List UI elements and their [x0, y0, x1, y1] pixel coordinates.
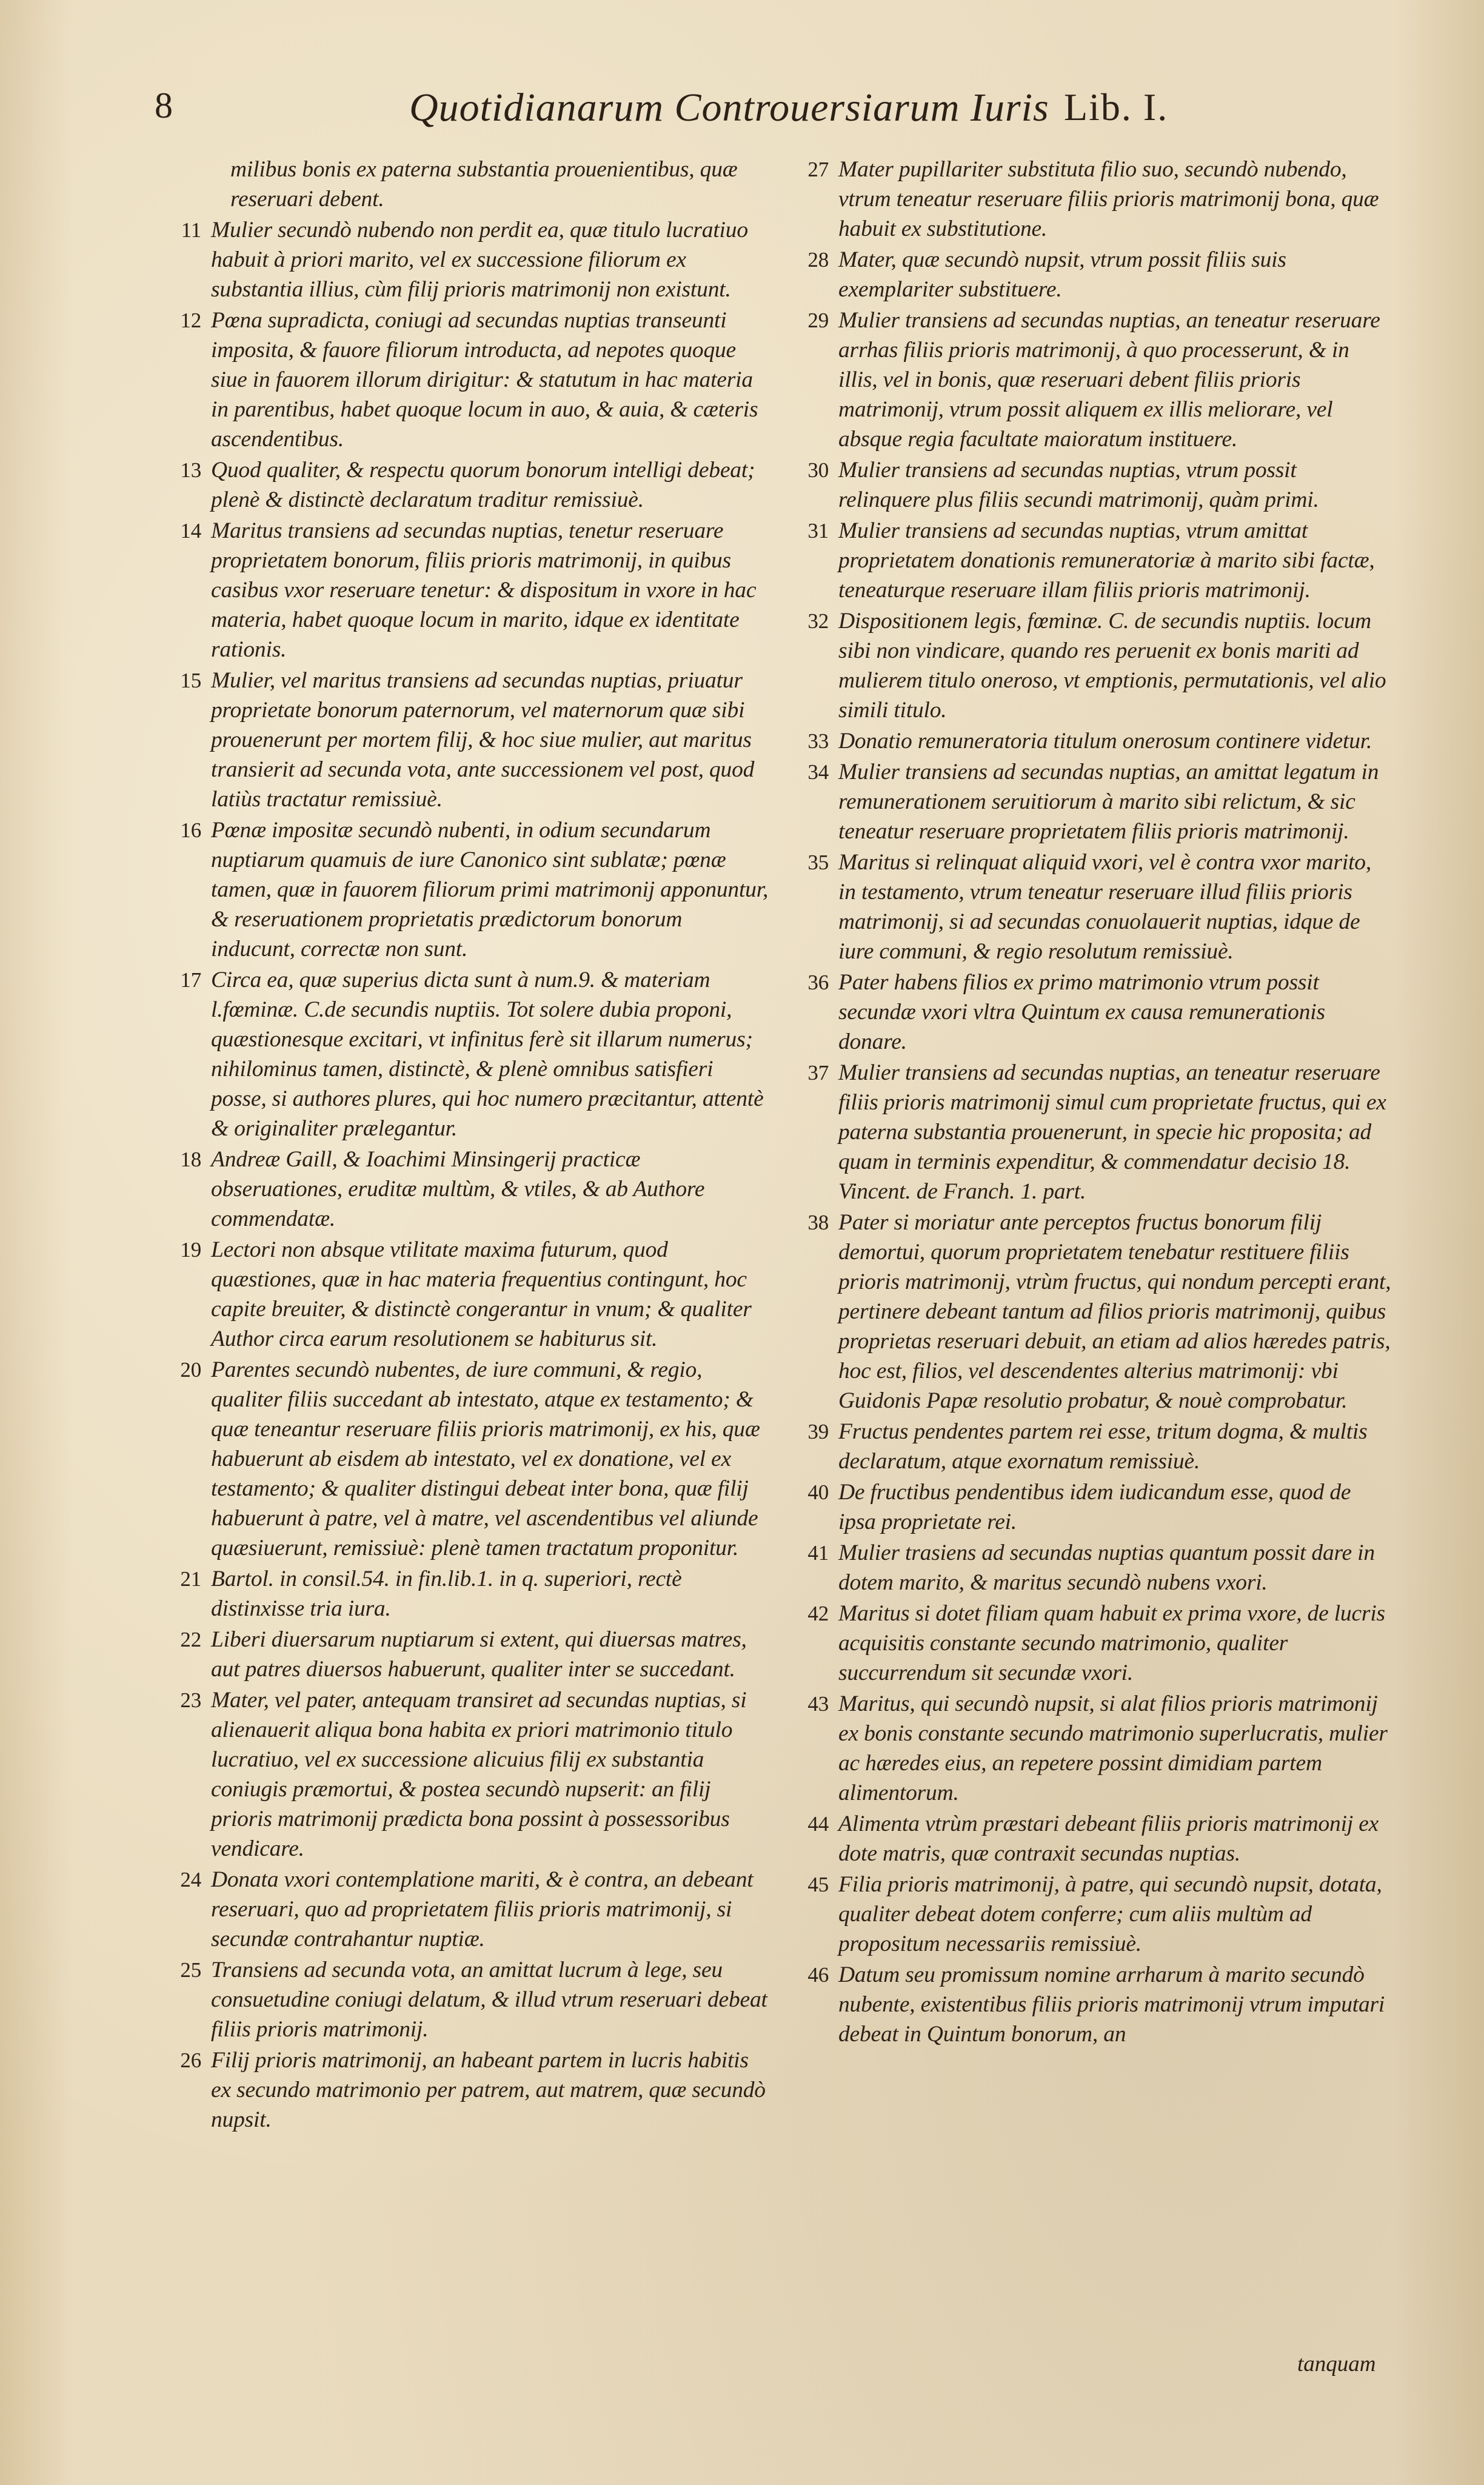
entry-number: 45 [807, 1873, 829, 1896]
summary-entry [164, 1955, 770, 2044]
entry-number: 29 [807, 309, 829, 332]
summary-entry [791, 757, 1391, 846]
summary-entry [164, 1145, 770, 1234]
summary-entry [164, 666, 770, 814]
entry-text: Pater si moriatur ante perceptos fructus bonorum filij demortui, quorum proprietatem tenebatur restituere filiis prioris matrimonij, vtrùm fructus, qui nondum percepti erant, pertinere debeant tantum ad filios prioris matrimonij, quibus proprietas reseruari debuit, an etiam ad alios hæredes patris, hoc est, filios, vel descendentes alterius matrimonij: vbi Guidonis Papæ resolutio probatur, & nouè comprobatur. [838, 1210, 1391, 1413]
entry-number: 41 [807, 1541, 829, 1565]
entry-number: 14 [180, 519, 201, 543]
entry-number: 17 [180, 968, 201, 992]
left-column [164, 155, 770, 2136]
entry-text: Datum seu promissum nomine arrharum à marito secundò nubente, existentibus filiis prioris matrimonij vtrum imputari debeat in Quintum bonorum, an [838, 1962, 1385, 2047]
entry-number: 38 [807, 1211, 829, 1234]
summary-entry [791, 1870, 1391, 1959]
entry-text: Donatio remuneratoria titulum onerosum continere videtur. [838, 729, 1372, 754]
entry-text: Andreæ Gaill, & Ioachimi Minsingerij practicæ obseruationes, eruditæ multùm, & vtiles, & ab Authore commendatæ. [211, 1147, 705, 1231]
summary-entry [164, 815, 770, 964]
entry-text: Mater, vel pater, antequam transiret ad secundas nuptias, si alienauerit aliqua bona habita ex priori matrimonio titulo lucratiuo, vel ex successione alicuius filij ex substantia coniugis præmortui, & postea secundò nupserit: an filij prioris matrimonij prædicta bona possint à possessoribus vendicare. [211, 1688, 747, 1861]
entry-number: 31 [807, 519, 829, 543]
summary-entry [164, 1685, 770, 1864]
summary-entry [791, 726, 1391, 756]
entry-text: Pœna supradicta, coniugi ad secundas nuptias transeunti imposita, & fauore filiorum introducta, ad nepotes quoque siue in fauorem illorum dirigitur: & statutum in hac materia in parentibus, habet quoque locum in auo, & auia, & cæteris ascendentibus. [211, 308, 758, 452]
summary-entry [791, 516, 1391, 605]
summary-entry [791, 1477, 1391, 1537]
entry-text: Mulier, vel maritus transiens ad secundas nuptias, priuatur proprietate bonorum paternorum, vel maternorum quæ sibi prouenerunt per mortem filij, & hoc siue mulier, aut maritus transierit ad secunda vota, ante successionem vel post, quod latiùs tractatur remissiuè. [211, 668, 755, 812]
entry-number: 15 [180, 669, 201, 692]
summary-entry [791, 1689, 1391, 1808]
entry-number: 25 [180, 1958, 201, 1982]
entry-text: Mulier transiens ad secundas nuptias, an teneatur reseruare filiis prioris matrimonij simul cum proprietate fructus, qui ex paterna substantia prouenerunt, in specie hic proposita; ad quam in terminis expenditur, & commendatur decisio 18. Vincent. de Franch. 1. part. [838, 1060, 1386, 1204]
summary-entry [164, 1865, 770, 1954]
entry-text: Alimenta vtrùm præstari debeant filiis prioris matrimonij ex dote matris, quæ contraxit secundas nuptias. [838, 1811, 1379, 1866]
entry-number: 37 [807, 1061, 829, 1085]
page-header [155, 85, 1282, 145]
entry-number: 34 [807, 760, 829, 784]
entry-text: Maritus, qui secundò nupsit, si alat filios prioris matrimonij ex bonis constante secundo matrimonio superlucratis, mulier ac hæredes eius, an repetere possint dimidiam partem alimentorum. [838, 1691, 1388, 1805]
entry-number: 18 [180, 1148, 201, 1171]
entry-number: 46 [807, 1963, 829, 1987]
summary-entry [164, 455, 770, 515]
entry-text: Donata vxori contemplatione mariti, & è contra, an debeant reseruari, quo ad proprietatem filiis prioris matrimonij, si secundæ contrahantur nuptiæ. [211, 1867, 754, 1952]
page-number: 8 [155, 85, 173, 125]
summary-entry [164, 1625, 770, 1684]
entry-text: Circa ea, quæ superius dicta sunt à num.9. & materiam l.fœminæ. C.de secundis nuptiis. Tot solere dubia proponi, quæstionesque excitari, vt infinitus ferè sit illarum numerus; nihilominus tamen, distinctè, & plenè omnibus satisfieri posse, si authores plures, qui hoc numero præcitantur, attentè & originaliter prælegantur. [211, 968, 764, 1141]
entry-number: 19 [180, 1238, 201, 1262]
entry-text: Mulier transiens ad secundas nuptias, an amittat legatum in remunerationem seruitiorum à marito sibi relictum, & sic teneatur reseruare proprietatem filiis prioris matrimonij. [838, 760, 1379, 844]
summary-entry [791, 155, 1391, 244]
entry-text: Pœnæ impositæ secundò nubenti, in odium secundarum nuptiarum quamuis de iure Canonico sint sublatæ; pœnæ tamen, quæ in fauorem filiorum primi matrimonij apponuntur, & reseruationem proprietatis prædictorum bonorum inducunt, correctæ non sunt. [211, 818, 769, 962]
entry-number: 36 [807, 971, 829, 994]
entry-text: De fructibus pendentibus idem iudicandum esse, quod de ipsa proprietate rei. [838, 1480, 1351, 1534]
entry-text: Filia prioris matrimonij, à patre, qui secundò nupsit, dotata, qualiter debeat dotem conferre; cum aliis multùm ad propositum necessariis remissiuè. [838, 1872, 1382, 1956]
entry-text: Maritus si relinquat aliquid vxori, vel è contra vxor marito, in testamento, vtrum teneatur reseruare illud filiis prioris matrimonij, si ad secundas conuolauerit nuptias, idque de iure communi, & regio resolutum remissiuè. [838, 850, 1372, 964]
entry-number: 12 [180, 309, 201, 332]
entry-number: 42 [807, 1602, 829, 1625]
entry-text: Bartol. in consil.54. in fin.lib.1. in q. superiori, rectè distinxisse tria iura. [211, 1567, 682, 1621]
summary-entry [791, 606, 1391, 725]
entry-text: Mulier secundò nubendo non perdit ea, quæ titulo lucratiuo habuit à priori marito, vel ex successione filiorum ex substantia illius, cùm filij prioris matrimonij non existunt. [211, 218, 748, 302]
summary-entry [791, 1960, 1391, 2049]
entry-number: 30 [807, 458, 829, 482]
entry-text: Maritus si dotet filiam quam habuit ex prima vxore, de lucris acquisitis constante secundo matrimonio, qualiter succurrendum sit secundæ vxori. [838, 1601, 1385, 1685]
summary-entry [164, 306, 770, 454]
entry-number: 26 [180, 2049, 201, 2072]
entry-number: 16 [180, 818, 201, 842]
entry-text: Mulier trasiens ad secundas nuptias quantum possit dare in dotem marito, & maritus secundò nubens vxori. [838, 1540, 1375, 1595]
entry-number: 21 [180, 1567, 201, 1591]
entry-number: 33 [807, 729, 829, 753]
entry-text: Dispositionem legis, fœminæ. C. de secundis nuptiis. locum sibi non vindicare, quando res peruenit ex bonis mariti ad mulierem titulo oneroso, vt emptionis, permutationis, vel alio simili titulo. [838, 609, 1386, 723]
entry-text: Mulier transiens ad secundas nuptias, an teneatur reseruare arrhas filiis prioris matrimonij, à quo processerunt, & in illis, vel in bonis, quæ reseruari debent filiis prioris matrimonij, vtrum possit aliquem ex illis meliorare, vel absque regia facultate maioratum instituere. [838, 308, 1380, 452]
entry-text: Mulier transiens ad secundas nuptias, vtrum possit relinquere plus filiis secundi matrimonij, quàm primi. [838, 458, 1319, 512]
entry-text: Pater habens filios ex primo matrimonio vtrum possit secundæ vxori vltra Quintum ex causa remunerationis donare. [838, 970, 1325, 1054]
entry-text: Transiens ad secunda vota, an amittat lucrum à lege, seu consuetudine coniugi delatum, & illud vtrum reseruari debeat filiis prioris matrimonij. [211, 1958, 767, 2042]
entry-number: 39 [807, 1420, 829, 1443]
entry-text: Parentes secundò nubentes, de iure communi, & regio, qualiter filiis succedant ab intestato, atque ex testamento; & quæ teneantur reseruare filiis prioris matrimonij, ex his, quæ habuerunt ab eisdem ab intestato, vel ex donatione, vel ex testamento; & qualiter distingui debeat inter bona, quæ filij habuerunt à patre, vel à matre, vel ascendentibus vel aliunde quæsiuerunt, remissiuè: plenè tamen tractatum proponitur. [211, 1357, 760, 1560]
catchword: tanquam [1297, 2352, 1376, 2376]
summary-entry [164, 1355, 770, 1563]
summary-entry [791, 968, 1391, 1057]
summary-entry [164, 215, 770, 304]
entry-number: 13 [180, 458, 201, 482]
summary-entry [791, 306, 1391, 454]
summary-entry [164, 155, 770, 214]
entry-number: 43 [807, 1692, 829, 1716]
summary-entry [791, 1058, 1391, 1206]
entry-text: Fructus pendentes partem rei esse, tritum dogma, & multis declaratum, atque exornatum remissiuè. [838, 1419, 1368, 1474]
summary-entry [791, 1417, 1391, 1476]
summary-entry [164, 965, 770, 1143]
summary-entry [164, 2045, 770, 2135]
entry-text: Lectori non absque vtilitate maxima futurum, quod quæstiones, quæ in hac materia frequentius contingunt, hoc capite breuiter, & distinctè congerantur in vnum; & qualiter Author circa earum resolutionem se habiturus sit. [211, 1237, 752, 1351]
entry-number: 40 [807, 1480, 829, 1504]
summary-entry [791, 848, 1391, 966]
entry-number: 11 [181, 218, 201, 242]
summary-entry [791, 1538, 1391, 1597]
right-column [791, 155, 1391, 2050]
entry-number: 23 [180, 1688, 201, 1712]
entry-number: 27 [807, 158, 829, 181]
entry-number: 32 [807, 609, 829, 633]
summary-entry [164, 1564, 770, 1624]
entry-number: 28 [807, 248, 829, 272]
summary-entry [791, 1599, 1391, 1688]
entry-number: 24 [180, 1868, 201, 1891]
summary-entry [164, 1235, 770, 1354]
entry-number: 20 [180, 1358, 201, 1382]
entry-text: Mulier transiens ad secundas nuptias, vtrum amittat proprietatem donationis remuneratoriæ à marito sibi factæ, teneaturque reseruare illam filiis prioris matrimonij. [838, 518, 1375, 603]
running-title: Quotidianarum Controuersiarum Iuris [409, 85, 1049, 130]
entry-text: Mater, quæ secundò nupsit, vtrum possit filiis suis exemplariter substituere. [838, 247, 1286, 302]
entry-text: Mater pupillariter substituta filio suo, secundò nubendo, vtrum teneatur reseruare filiis prioris matrimonij bona, quæ habuit ex substitutione. [838, 157, 1379, 241]
summary-entry [791, 1208, 1391, 1416]
summary-entry [791, 245, 1391, 304]
entry-number: 44 [807, 1812, 829, 1836]
summary-entry [791, 455, 1391, 515]
entry-text: Quod qualiter, & respectu quorum bonorum intelligi debeat; plenè & distinctè declaratum traditur remissiuè. [211, 458, 755, 512]
entry-number: 22 [180, 1628, 201, 1651]
entry-text: Liberi diuersarum nuptiarum si extent, qui diuersas matres, aut patres diuersos habuerunt, qualiter inter se succedant. [211, 1627, 747, 1682]
entry-number: 35 [807, 851, 829, 874]
summary-entry [791, 1809, 1391, 1868]
entry-text: Filij prioris matrimonij, an habeant partem in lucris habitis ex secundo matrimonio per patrem, aut matrem, quæ secundò nupsit. [211, 2048, 766, 2132]
summary-entry [164, 516, 770, 664]
book-number: Lib. I. [1064, 85, 1169, 129]
entry-text: Maritus transiens ad secundas nuptias, tenetur reseruare proprietatem bonorum, filiis prioris matrimonij, in quibus casibus vxor reseruare tenetur: & dispositum in vxore in hac materia, habet quoque locum in marito, idque ex identitate rationis. [211, 518, 757, 662]
entry-text: milibus bonis ex paterna substantia prouenientibus, quæ reseruari debent. [230, 157, 738, 212]
